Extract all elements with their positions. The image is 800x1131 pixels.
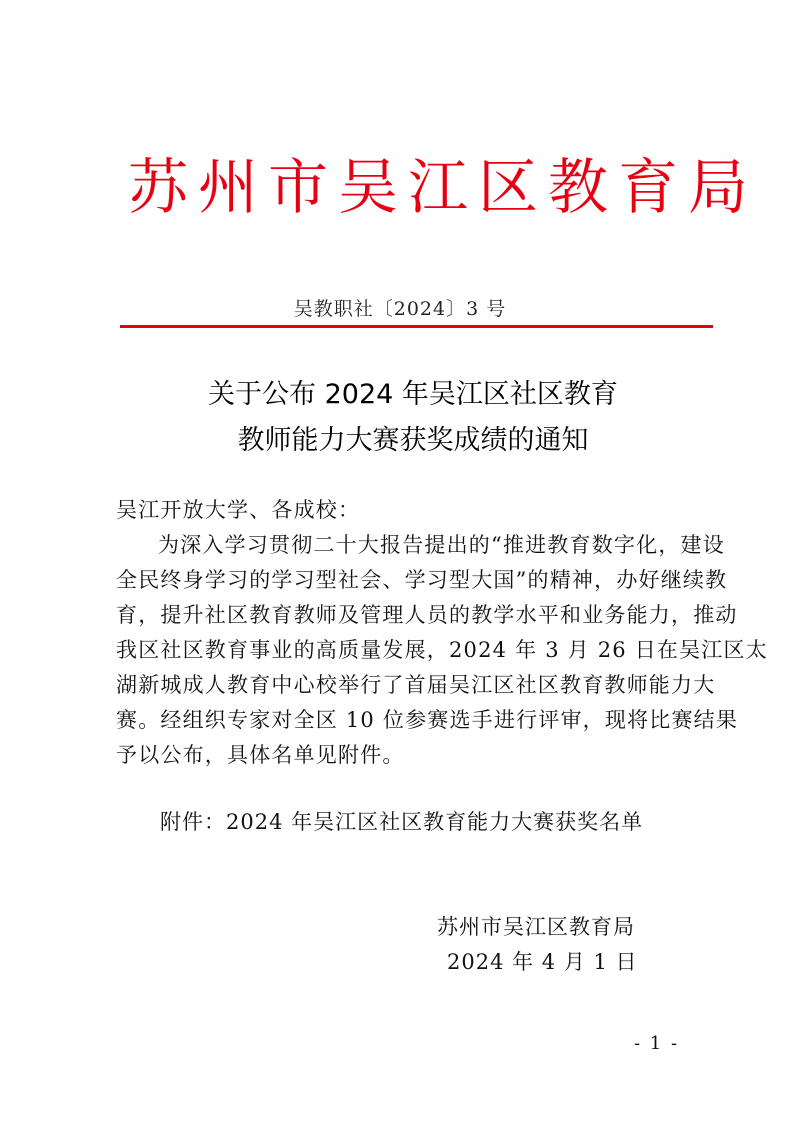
issuing-organization-header: 苏州市吴江区教育局 [128,153,758,223]
signature-issuer: 苏州市吴江区教育局 [437,915,635,939]
red-divider-line [120,325,713,328]
document-number: 吴教职社〔2024〕3 号 [293,298,507,320]
paragraph-line: 赛。经组织专家对全区 10 位参赛选手进行评审，现将比赛结果 [116,708,739,732]
paragraph-line: 全民终身学习的学习型社会、学习型大国”的精神，办好继续教 [116,568,728,592]
signature-date: 2024 年 4 月 1 日 [447,950,638,974]
paragraph-line: 予以公布，具体名单见附件。 [116,743,405,767]
paragraph-line: 我区社区教育事业的高质量发展，2024 年 3 月 26 日在吴江区太 [116,638,768,662]
page-number: - 1 - [634,1033,680,1054]
attachment-note: 附件：2024 年吴江区社区教育能力大赛获奖名单 [160,810,644,834]
document-title-line-2: 教师能力大赛获奖成绩的通知 [237,425,589,456]
salutation: 吴江开放大学、各成校： [116,498,361,522]
document-title-line-1: 关于公布 2024 年吴江区社区教育 [208,379,618,410]
paragraph-line: 育，提升社区教育教师及管理人员的教学水平和业务能力，推动 [116,603,738,627]
paragraph-line: 为深入学习贯彻二十大报告提出的“推进教育数字化，建设 [158,533,725,557]
paragraph-line: 湖新城成人教育中心校举行了首届吴江区社区教育教师能力大 [116,673,716,697]
